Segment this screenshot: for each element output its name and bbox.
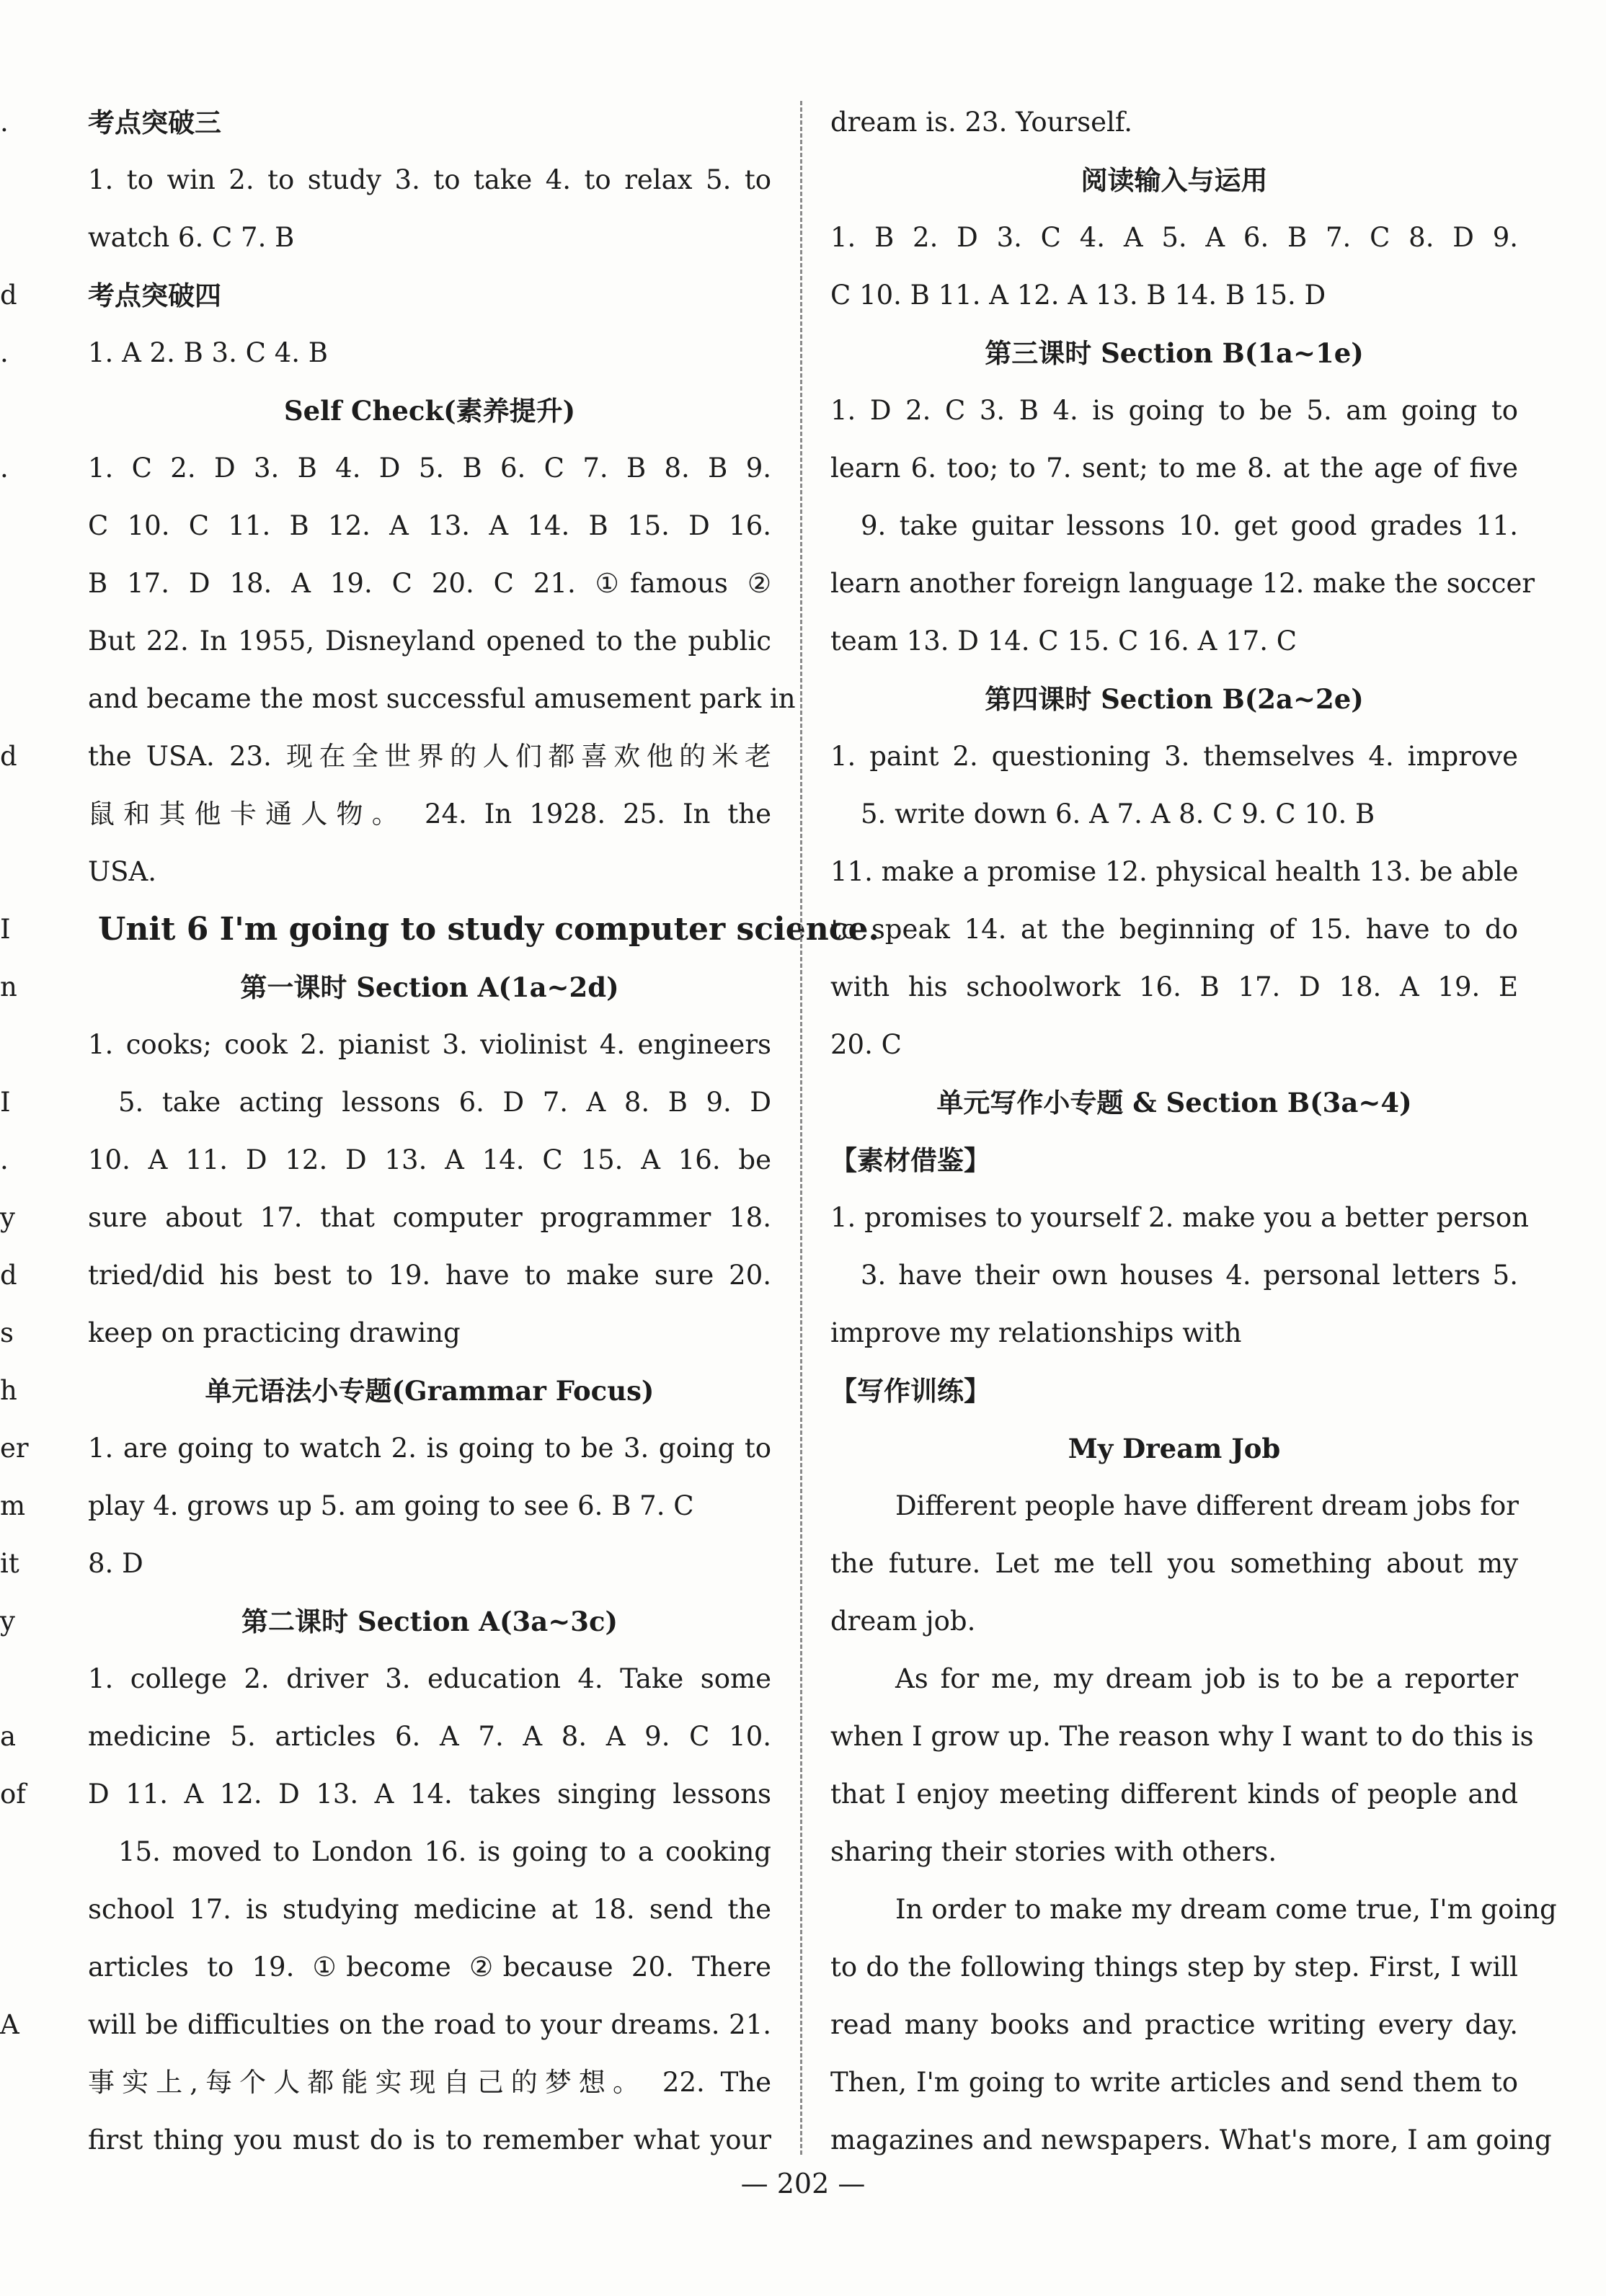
answer-line: 1. B 2. D 3. C 4. A 5. A 6. B 7. C 8. D 9. bbox=[830, 222, 1518, 253]
edge-fragment: . bbox=[0, 107, 9, 138]
answer-line: to do the following things step by step. First, I will bbox=[830, 1952, 1518, 1983]
answer-line: 11. make a promise 12. physical health 13. be able bbox=[830, 856, 1519, 887]
edge-fragment: d bbox=[0, 280, 17, 311]
answer-line: learn another foreign language 12. make the soccer bbox=[830, 568, 1535, 599]
answer-line: 鼠和其他卡通人物。 24. In 1928. 25. In the bbox=[88, 798, 771, 829]
answer-line: school 17. is studying medicine at 18. send the bbox=[88, 1894, 771, 1925]
section-heading: 第三课时 Section B(1a~1e) bbox=[985, 337, 1364, 369]
answer-line: 1. C 2. D 3. B 4. D 5. B 6. C 7. B 8. B 9. bbox=[88, 453, 771, 484]
answer-line: 1. cooks; cook 2. pianist 3. violinist 4. engineers bbox=[88, 1029, 771, 1060]
answer-line: keep on practicing drawing bbox=[88, 1317, 461, 1348]
answer-line: and became the most successful amusement park in bbox=[88, 683, 796, 714]
section-heading: 单元语法小专题(Grammar Focus) bbox=[205, 1375, 655, 1407]
answer-line: articles to 19. ①become ②because 20. There bbox=[88, 1952, 771, 1983]
edge-fragment: s bbox=[0, 1317, 14, 1348]
answer-line: sure about 17. that computer programmer 18. bbox=[88, 1202, 771, 1233]
edge-fragment bbox=[0, 1016, 17, 1074]
previous-page-edge bbox=[0, 94, 29, 2054]
answer-line: when I grow up. The reason why I want to do this is bbox=[830, 1721, 1534, 1752]
edge-fragment bbox=[0, 786, 17, 843]
answer-line: 20. C bbox=[830, 1029, 902, 1060]
answer-line: the USA. 23. 现在全世界的人们都喜欢他的米老 bbox=[88, 741, 771, 772]
section-heading: 单元写作小专题 & Section B(3a~4) bbox=[936, 1087, 1412, 1118]
answer-line: play 4. grows up 5. am going to see 6. B 7. C bbox=[88, 1490, 694, 1521]
edge-fragment: . bbox=[0, 1144, 9, 1175]
answer-line: 事实上,每个人都能实现自己的梦想。 22. The bbox=[88, 2067, 771, 2098]
edge-fragment bbox=[0, 1881, 17, 1939]
answer-line: 1. to win 2. to study 3. to take 4. to relax 5. to bbox=[88, 164, 771, 195]
answer-line: 1. D 2. C 3. B 4. is going to be 5. am going to bbox=[830, 395, 1518, 426]
answer-line: 1. are going to watch 2. is going to be 3. going to bbox=[88, 1433, 771, 1464]
answer-line: C 10. B 11. A 12. A 13. B 14. B 15. D bbox=[830, 280, 1326, 311]
essay-paragraph-start: In order to make my dream come true, I'm going bbox=[895, 1894, 1557, 1925]
answer-line: 3. have their own houses 4. personal letters 5. bbox=[861, 1260, 1518, 1291]
section-heading: 考点突破三 bbox=[88, 107, 221, 138]
right-column bbox=[830, 94, 1557, 2169]
answer-line: USA. bbox=[88, 856, 157, 887]
edge-fragment bbox=[0, 1823, 17, 1881]
answer-line: 5. write down 6. A 7. A 8. C 9. C 10. B bbox=[861, 798, 1375, 829]
answer-line: 5. take acting lessons 6. D 7. A 8. B 9. D bbox=[118, 1087, 771, 1118]
answer-line: magazines and newspapers. What's more, I am going bbox=[830, 2124, 1552, 2155]
answer-line: tried/did his best to 19. have to make sure 20. bbox=[88, 1260, 771, 1291]
edge-fragment bbox=[0, 555, 17, 613]
section-heading: Self Check(素养提升) bbox=[283, 395, 576, 427]
section-tag: 【写作训练】 bbox=[830, 1375, 990, 1407]
answer-line: 10. A 11. D 12. D 13. A 14. C 15. A 16. be bbox=[88, 1144, 771, 1175]
answer-line: with his schoolwork 16. B 17. D 18. A 19. E bbox=[830, 971, 1518, 1002]
column-divider bbox=[800, 101, 802, 2155]
answer-line: sharing their stories with others. bbox=[830, 1836, 1277, 1867]
essay-paragraph-start: As for me, my dream job is to be a reporter bbox=[895, 1663, 1518, 1694]
answer-line: the future. Let me tell you something about my bbox=[830, 1548, 1518, 1579]
answer-line: 8. D bbox=[88, 1548, 143, 1579]
answer-line: But 22. In 1955, Disneyland opened to the public bbox=[88, 626, 771, 657]
page-number: — 202 — bbox=[740, 2168, 866, 2199]
answer-line: to speak 14. at the beginning of 15. have to do bbox=[830, 914, 1518, 945]
answer-line: D 11. A 12. D 13. A 14. takes singing lessons bbox=[88, 1779, 771, 1810]
answer-line: Then, I'm going to write articles and send them to bbox=[830, 2067, 1518, 2098]
edge-fragment: y bbox=[0, 1202, 15, 1233]
answer-line: 1. A 2. B 3. C 4. B bbox=[88, 337, 328, 368]
answer-line: 15. moved to London 16. is going to a cooking bbox=[118, 1836, 771, 1867]
section-tag: 【素材借鉴】 bbox=[830, 1144, 990, 1176]
edge-fragment bbox=[0, 843, 17, 901]
answer-line: team 13. D 14. C 15. C 16. A 17. C bbox=[830, 626, 1297, 657]
edge-fragment: I bbox=[0, 914, 11, 945]
edge-fragment: a bbox=[0, 1721, 17, 1752]
answer-line: 1. promises to yourself 2. make you a better person bbox=[830, 1202, 1529, 1233]
section-heading: My Dream Job bbox=[1068, 1433, 1281, 1464]
answer-line: medicine 5. articles 6. A 7. A 8. A 9. C 10. bbox=[88, 1721, 771, 1752]
section-heading: 第二课时 Section A(3a~3c) bbox=[241, 1606, 618, 1637]
answer-line: dream is. 23. Yourself. bbox=[830, 107, 1132, 138]
left-column bbox=[88, 94, 879, 2169]
answer-line: will be difficulties on the road to your dreams. 21. bbox=[88, 2009, 771, 2040]
edge-fragment bbox=[0, 151, 17, 209]
section-heading: 第四课时 Section B(2a~2e) bbox=[985, 683, 1364, 715]
edge-fragment: I bbox=[0, 1087, 11, 1118]
edge-fragment bbox=[0, 497, 17, 555]
section-heading: 第一课时 Section A(1a~2d) bbox=[240, 971, 619, 1003]
edge-fragment: . bbox=[0, 453, 9, 484]
edge-fragment: d bbox=[0, 1260, 17, 1291]
edge-fragment: n bbox=[0, 971, 17, 1002]
edge-fragment: d bbox=[0, 741, 17, 772]
edge-fragment: it bbox=[0, 1548, 19, 1579]
edge-fragment: er bbox=[0, 1433, 29, 1464]
edge-fragment: h bbox=[0, 1375, 17, 1406]
answer-line: dream job. bbox=[830, 1606, 976, 1637]
edge-fragment bbox=[0, 670, 17, 728]
edge-fragment: A bbox=[0, 2009, 19, 2040]
section-heading: 阅读输入与运用 bbox=[1081, 164, 1268, 196]
answer-line: C 10. C 11. B 12. A 13. A 14. B 15. D 16. bbox=[88, 510, 771, 541]
answer-line: first thing you must do is to remember what your bbox=[88, 2124, 771, 2155]
edge-fragment bbox=[0, 1650, 17, 1708]
edge-fragment bbox=[0, 209, 17, 267]
edge-fragment: . bbox=[0, 337, 9, 368]
essay-paragraph-start: Different people have different dream jobs for bbox=[895, 1490, 1519, 1521]
answer-line: read many books and practice writing every day. bbox=[830, 2009, 1518, 2040]
edge-fragment: of bbox=[0, 1779, 26, 1810]
section-heading: 考点突破四 bbox=[88, 280, 221, 311]
answer-line: 1. college 2. driver 3. education 4. Take some bbox=[88, 1663, 771, 1694]
unit-title: Unit 6 I'm going to study computer science. bbox=[98, 911, 879, 948]
answer-line: learn 6. too; to 7. sent; to me 8. at the age of five bbox=[830, 453, 1518, 484]
edge-fragment: m bbox=[0, 1490, 26, 1521]
edge-fragment: y bbox=[0, 1606, 15, 1637]
answer-line: B 17. D 18. A 19. C 20. C 21. ①famous ② bbox=[88, 568, 771, 599]
answer-line: improve my relationships with bbox=[830, 1317, 1242, 1348]
answer-line: 1. paint 2. questioning 3. themselves 4. improve bbox=[830, 741, 1518, 772]
answer-line: that I enjoy meeting different kinds of people and bbox=[830, 1779, 1518, 1810]
edge-fragment bbox=[0, 613, 17, 670]
edge-fragment bbox=[0, 382, 17, 440]
answer-line: 9. take guitar lessons 10. get good grades 11. bbox=[861, 510, 1518, 541]
answer-line: watch 6. C 7. B bbox=[88, 222, 295, 253]
edge-fragment bbox=[0, 1939, 17, 1996]
